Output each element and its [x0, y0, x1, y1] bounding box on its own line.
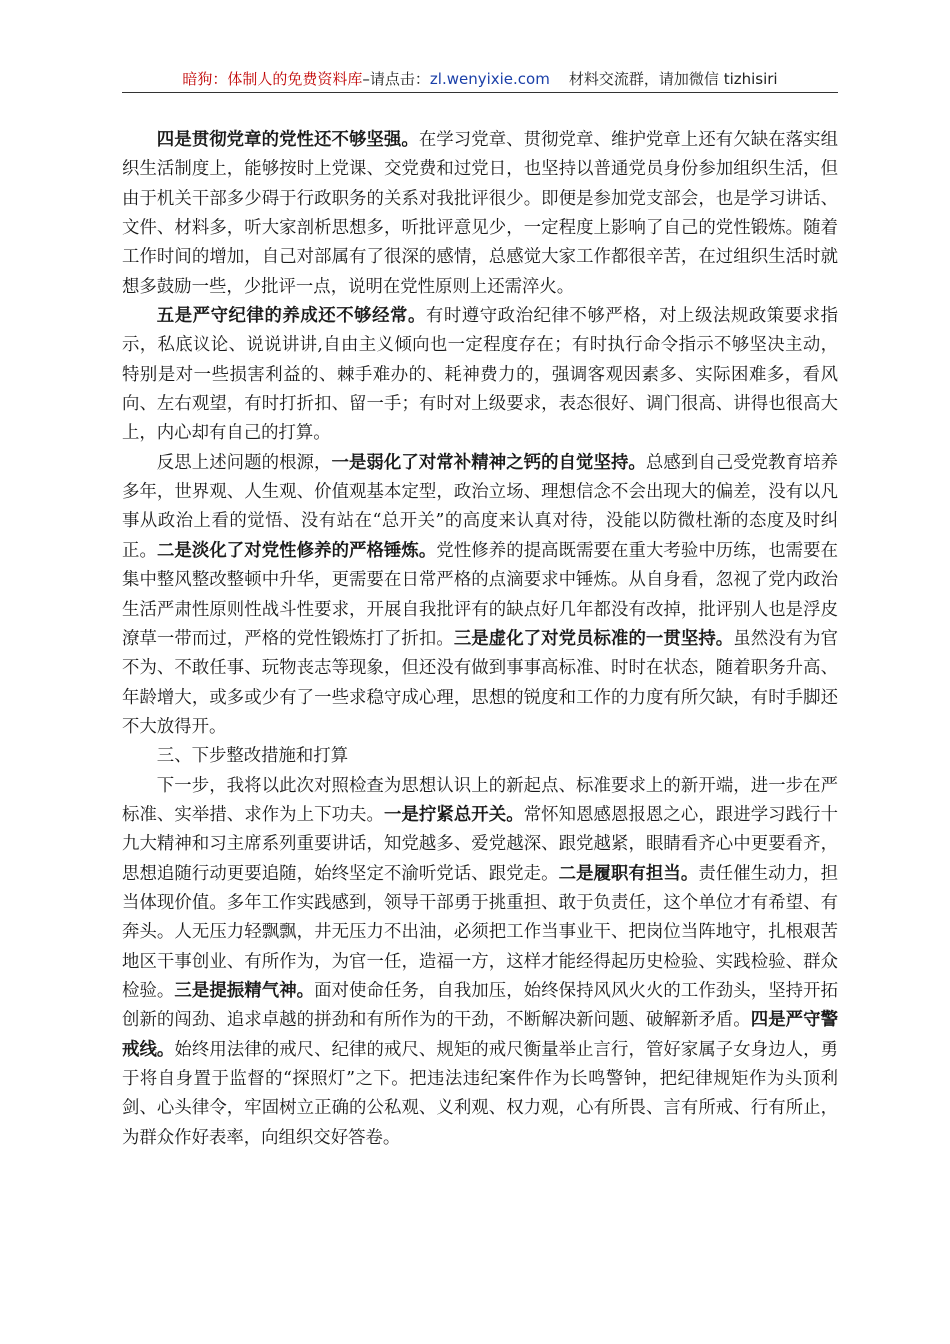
- paragraph-text: 责任催生动力，担当体现价值。多年工作实践感到，领导干部勇于挑重担、敢于负责任，这个单位才有希望、有奔头。人无压力轻飘飘，井无压力不出油，必须把工作当事业干、把岗位当阵地守，扎根艰苦地区干事创业、有所作为，为官一任，造福一方，这样才能经得起历史检验、实践检验、群众检验。: [122, 863, 838, 1001]
- paragraph-text: 有时遵守政治纪律不够严格，对上级法规政策要求指示，私底议论、说说讲讲,自由主义倾向也一定程度存在；有时执行命令指示不够坚决主动，特别是对一些损害利益的、棘手难办的、耗神费力的，强调客观因素多、实际困难多，看风向、左右观望，有时打折扣、留一手；有时对上级要求，表态很好、调门很高、讲得也很高大上，内心却有自己的打算。: [122, 306, 838, 444]
- paragraph-party-spirit: [122, 126, 838, 302]
- paragraph-text: 始终用法律的戒尺、纪律的戒尺、规矩的戒尺衡量举止言行，管好家属子女身边人，勇于将自身置于监督的“探照灯”之下。把违法违纪案件作为长鸣警钟，把纪律规矩作为头顶利剑、心头律令，牢固树立正确的公私观、义利观、权力观，心有所畏、言有所戒、行有所止，为群众作好表率，向组织交好答卷。: [122, 1039, 838, 1148]
- paragraph-lead: 五是严守纪律的养成还不够经常。: [156, 306, 426, 327]
- paragraph-next-steps: [122, 772, 838, 1153]
- paragraph-emphasis: 三是提振精气神。: [174, 980, 315, 1001]
- paragraph-text: 反思上述问题的根源，: [156, 452, 332, 473]
- header-click-prompt: –请点击：: [362, 70, 430, 88]
- paragraph-text: 总感到自己受党教育培养多年，世界观、人生观、价值观基本定型，政治立场、理想信念不会出现大的偏差，没有以凡事从政治上看的觉悟、没有站在“总开关”的高度来认真对待，没能以防微杜渐的态度及时纠正。: [122, 452, 838, 561]
- paragraph-emphasis: 四是严守警戒线。: [122, 1010, 838, 1060]
- header-contact: 材料交流群，请加微信 tizhisiri: [568, 70, 778, 88]
- paragraph-text: 常怀知恩感恩报恩之心，跟进学习践行十九大精神和习主席系列重要讲话，知党越多、爱党越深、跟党越紧，眼睛看齐心中更要看齐，思想追随行动更要追随，始终坚定不渝听党话、跟党走。: [122, 804, 838, 884]
- paragraph-emphasis: 二是履职有担当。: [558, 863, 699, 884]
- header-brand: 暗狗：体制人的免费资料库: [182, 70, 363, 88]
- paragraph-discipline: [122, 302, 838, 449]
- paragraph-text: 下一步，我将以此次对照检查为思想认识上的新起点、标准要求上的新开端，进一步在严标准、实举措、求作为上下功夫。: [122, 775, 838, 825]
- paragraph-emphasis: 一是弱化了对常补精神之钙的自觉坚持。: [331, 452, 646, 473]
- paragraph-emphasis: 二是淡化了对党性修养的严格锤炼。: [156, 540, 437, 561]
- paragraph-text: 虽然没有为官不为、不敢任事、玩物丧志等现象，但还没有做到事事高标准、时时在状态，随着职务升高、年龄增大，或多或少有了一些求稳守成心理，思想的锐度和工作的力度有所欠缺，有时手脚还不大放得开。: [122, 628, 838, 737]
- paragraph-text: 面对使命任务，自我加压，始终保持风风火火的工作劲头，坚持开拓创新的闯劲、追求卓越的拼劲和有所作为的干劲，不断解决新问题、破解新矛盾。: [122, 980, 838, 1031]
- paragraph-root-causes: [122, 449, 838, 742]
- page-header: [122, 66, 838, 93]
- paragraph-lead: 四是贯彻党章的党性还不够坚强。: [156, 130, 419, 150]
- document-body: [122, 126, 838, 1153]
- paragraph-text: 党性修养的提高既需要在重大考验中历练，也需要在集中整风整改整顿中升华，更需要在日常严格的点滴要求中锤炼。从自身看，忽视了党内政治生活严肃性原则性战斗性要求，开展自我批评有的缺点好几年都没有改掉，批评别人也是浮皮潦草一带而过，严格的党性锻炼打了折扣。: [122, 540, 838, 649]
- paragraph-text: 在学习党章、贯彻党章、维护党章上还有欠缺在落实组织生活制度上，能够按时上党课、交党费和过党日，也坚持以普通党员身份参加组织生活，但由于机关干部多少碍于行政职务的关系对我批评很少。即便是参加党支部会，也是学习讲话、文件、材料多，听大家剖析思想多，听批评意见少，一定程度上影响了自己的党性锻炼。随着工作时间的增加，自己对部属有了很深的感情，总感觉大家工作都很辛苦，在过组织生活时就想多鼓励一些，少批评一点，说明在党性原则上还需淬火。: [122, 130, 838, 297]
- paragraph-emphasis: 一是拧紧总开关。: [383, 804, 524, 825]
- header-url-link[interactable]: zl.wenyixie.com: [429, 70, 550, 88]
- paragraph-emphasis: 三是虚化了对党员标准的一贯坚持。: [453, 628, 734, 649]
- section-heading: 三、下步整改措施和打算: [156, 746, 349, 767]
